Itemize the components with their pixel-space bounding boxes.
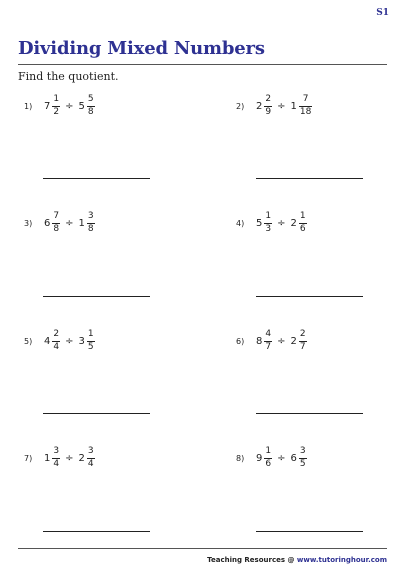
whole-number: 7	[44, 100, 51, 112]
fraction	[299, 446, 307, 470]
expression	[44, 444, 95, 472]
divide-sign: ÷	[65, 335, 74, 347]
problem-2	[236, 92, 386, 192]
expression	[256, 92, 312, 120]
divide-sign: ÷	[277, 217, 286, 229]
fraction	[52, 329, 60, 353]
denominator: 18	[299, 107, 312, 117]
numerator: 2	[265, 94, 272, 104]
problem-3	[24, 209, 174, 309]
problem-1	[24, 92, 174, 192]
problem-number: 8)	[236, 454, 245, 463]
whole-number: 5	[256, 217, 263, 229]
problem-number: 7)	[24, 454, 33, 463]
whole-number: 1	[290, 100, 297, 112]
denominator: 7	[265, 342, 272, 352]
problem-number: 1)	[24, 102, 33, 111]
denominator: 5	[299, 459, 306, 469]
expression	[44, 209, 95, 237]
answer-line	[256, 178, 363, 179]
numerator: 3	[299, 446, 306, 456]
fraction	[264, 94, 272, 118]
numerator: 7	[53, 211, 60, 221]
divide-sign: ÷	[277, 335, 286, 347]
whole-number: 1	[78, 217, 85, 229]
answer-line	[43, 531, 150, 532]
footer-rule	[18, 548, 387, 549]
footer-site-link[interactable]: www.tutoringhour.com	[296, 556, 387, 564]
fraction	[87, 94, 95, 118]
answer-line	[43, 296, 150, 297]
numerator: 5	[87, 94, 94, 104]
page-title: Dividing Mixed Numbers	[18, 38, 265, 59]
problem-6	[236, 327, 386, 427]
divide-sign: ÷	[277, 100, 286, 112]
fraction	[87, 446, 95, 470]
fraction	[87, 329, 95, 353]
denominator: 4	[53, 459, 60, 469]
numerator: 1	[53, 94, 60, 104]
whole-number: 1	[44, 452, 51, 464]
fraction	[87, 211, 95, 235]
fraction	[52, 211, 60, 235]
numerator: 1	[299, 211, 306, 221]
whole-number: 5	[78, 100, 85, 112]
denominator: 8	[87, 224, 94, 234]
expression	[256, 327, 307, 355]
answer-line	[256, 296, 363, 297]
answer-line	[43, 178, 150, 179]
denominator: 6	[299, 224, 306, 234]
numerator: 2	[299, 329, 306, 339]
denominator: 6	[265, 459, 272, 469]
problem-number: 3)	[24, 219, 33, 228]
fraction	[52, 94, 60, 118]
denominator: 3	[265, 224, 272, 234]
problem-number: 2)	[236, 102, 245, 111]
instructions: Find the quotient.	[18, 70, 119, 83]
whole-number: 6	[290, 452, 297, 464]
problem-8	[236, 444, 386, 544]
fraction	[264, 211, 272, 235]
whole-number: 2	[256, 100, 263, 112]
divide-sign: ÷	[277, 452, 286, 464]
problem-5	[24, 327, 174, 427]
whole-number: 9	[256, 452, 263, 464]
denominator: 2	[53, 107, 60, 117]
denominator: 4	[87, 459, 94, 469]
fraction	[299, 329, 307, 353]
problem-number: 4)	[236, 219, 245, 228]
numerator: 3	[87, 211, 94, 221]
fraction	[299, 94, 312, 118]
numerator: 1	[265, 211, 272, 221]
numerator: 3	[87, 446, 94, 456]
numerator: 1	[265, 446, 272, 456]
denominator: 8	[87, 107, 94, 117]
problem-number: 5)	[24, 337, 33, 346]
footer-prefix: Teaching Resources @	[207, 556, 297, 564]
expression	[256, 444, 307, 472]
denominator: 7	[299, 342, 306, 352]
whole-number: 2	[290, 217, 297, 229]
fraction	[264, 446, 272, 470]
answer-line	[43, 413, 150, 414]
whole-number: 8	[256, 335, 263, 347]
numerator: 3	[53, 446, 60, 456]
whole-number: 2	[78, 452, 85, 464]
problem-4	[236, 209, 386, 309]
divide-sign: ÷	[65, 217, 74, 229]
denominator: 5	[87, 342, 94, 352]
divide-sign: ÷	[65, 452, 74, 464]
problem-7	[24, 444, 174, 544]
whole-number: 4	[44, 335, 51, 347]
problem-number: 6)	[236, 337, 245, 346]
fraction	[52, 446, 60, 470]
fraction	[264, 329, 272, 353]
whole-number: 6	[44, 217, 51, 229]
numerator: 2	[53, 329, 60, 339]
title-rule	[18, 64, 387, 65]
whole-number: 2	[290, 335, 297, 347]
fraction	[299, 211, 307, 235]
sheet-code: S1	[376, 8, 389, 18]
footer	[207, 556, 387, 564]
expression	[256, 209, 307, 237]
answer-line	[256, 531, 363, 532]
divide-sign: ÷	[65, 100, 74, 112]
expression	[44, 92, 95, 120]
numerator: 4	[265, 329, 272, 339]
numerator: 1	[87, 329, 94, 339]
whole-number: 3	[78, 335, 85, 347]
denominator: 8	[53, 224, 60, 234]
numerator: 7	[302, 94, 309, 104]
denominator: 4	[53, 342, 60, 352]
answer-line	[256, 413, 363, 414]
denominator: 9	[265, 107, 272, 117]
expression	[44, 327, 95, 355]
